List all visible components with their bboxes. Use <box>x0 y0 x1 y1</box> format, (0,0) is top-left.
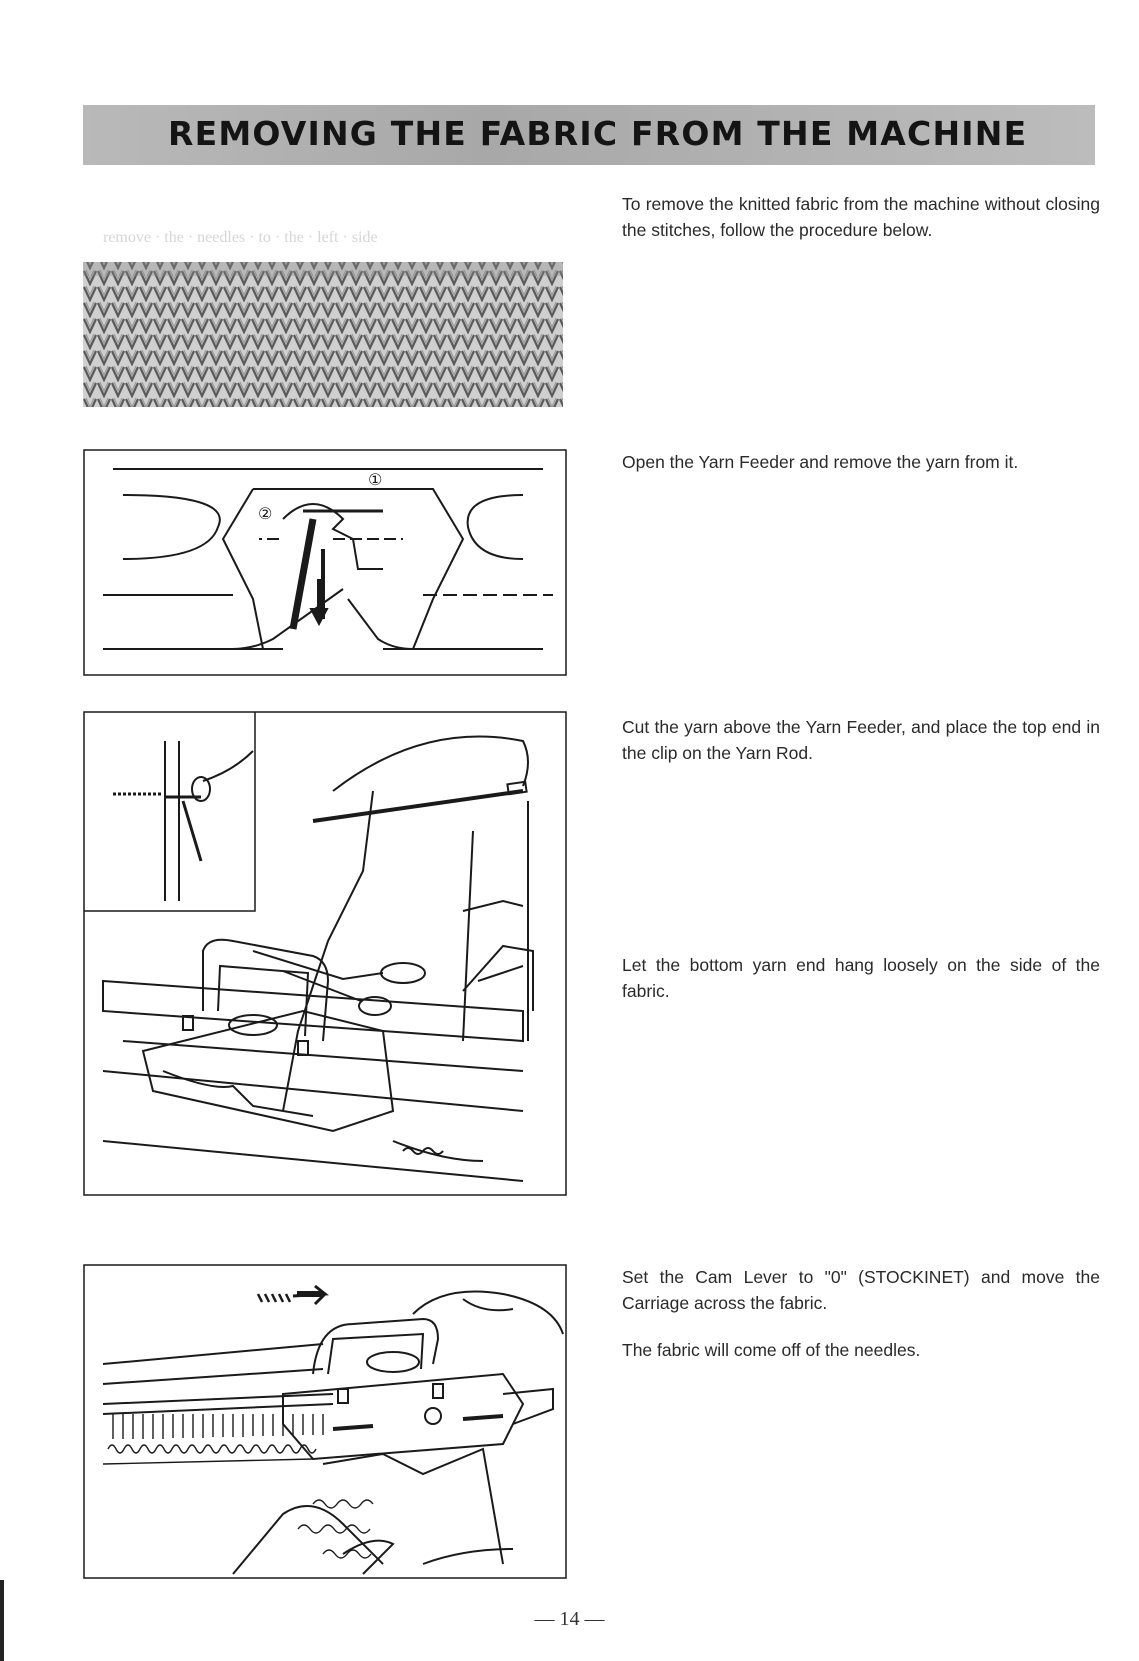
binding-edge-mark <box>0 1580 4 1661</box>
yarn-feeder-figure <box>83 449 567 676</box>
page-number: — 14 — <box>534 1608 605 1630</box>
svg-text:remove · the · needles · to ·: remove · the · needles · to · the · left · side <box>103 229 378 246</box>
intro-text: To remove the knitted fabric from the machine without closing the stitches, follow the procedure below. <box>622 194 1100 240</box>
page-title: REMOVING THE FABRIC FROM THE MACHINE <box>168 114 1028 153</box>
carriage-move-figure <box>83 1264 567 1579</box>
callout-1: ① <box>368 470 383 489</box>
step-fabric-off-text: The fabric will come off of the needles. <box>622 1340 921 1360</box>
cut-yarn-figure <box>83 711 567 1196</box>
title-banner <box>83 105 1095 165</box>
knitted-fabric-photo <box>83 222 563 407</box>
step-cut-yarn-text: Cut the yarn above the Yarn Feeder, and place the top end in the clip on the Yarn Rod. <box>622 717 1100 763</box>
step-bottom-yarn-text: Let the bottom yarn end hang loosely on the side of the fabric. <box>622 955 1100 1001</box>
step-cam-lever-text: Set the Cam Lever to "0" (STOCKINET) and move the Carriage across the fabric. <box>622 1267 1100 1313</box>
step-open-feeder-text: Open the Yarn Feeder and remove the yarn from it. <box>622 452 1019 472</box>
callout-2: ② <box>258 504 273 523</box>
